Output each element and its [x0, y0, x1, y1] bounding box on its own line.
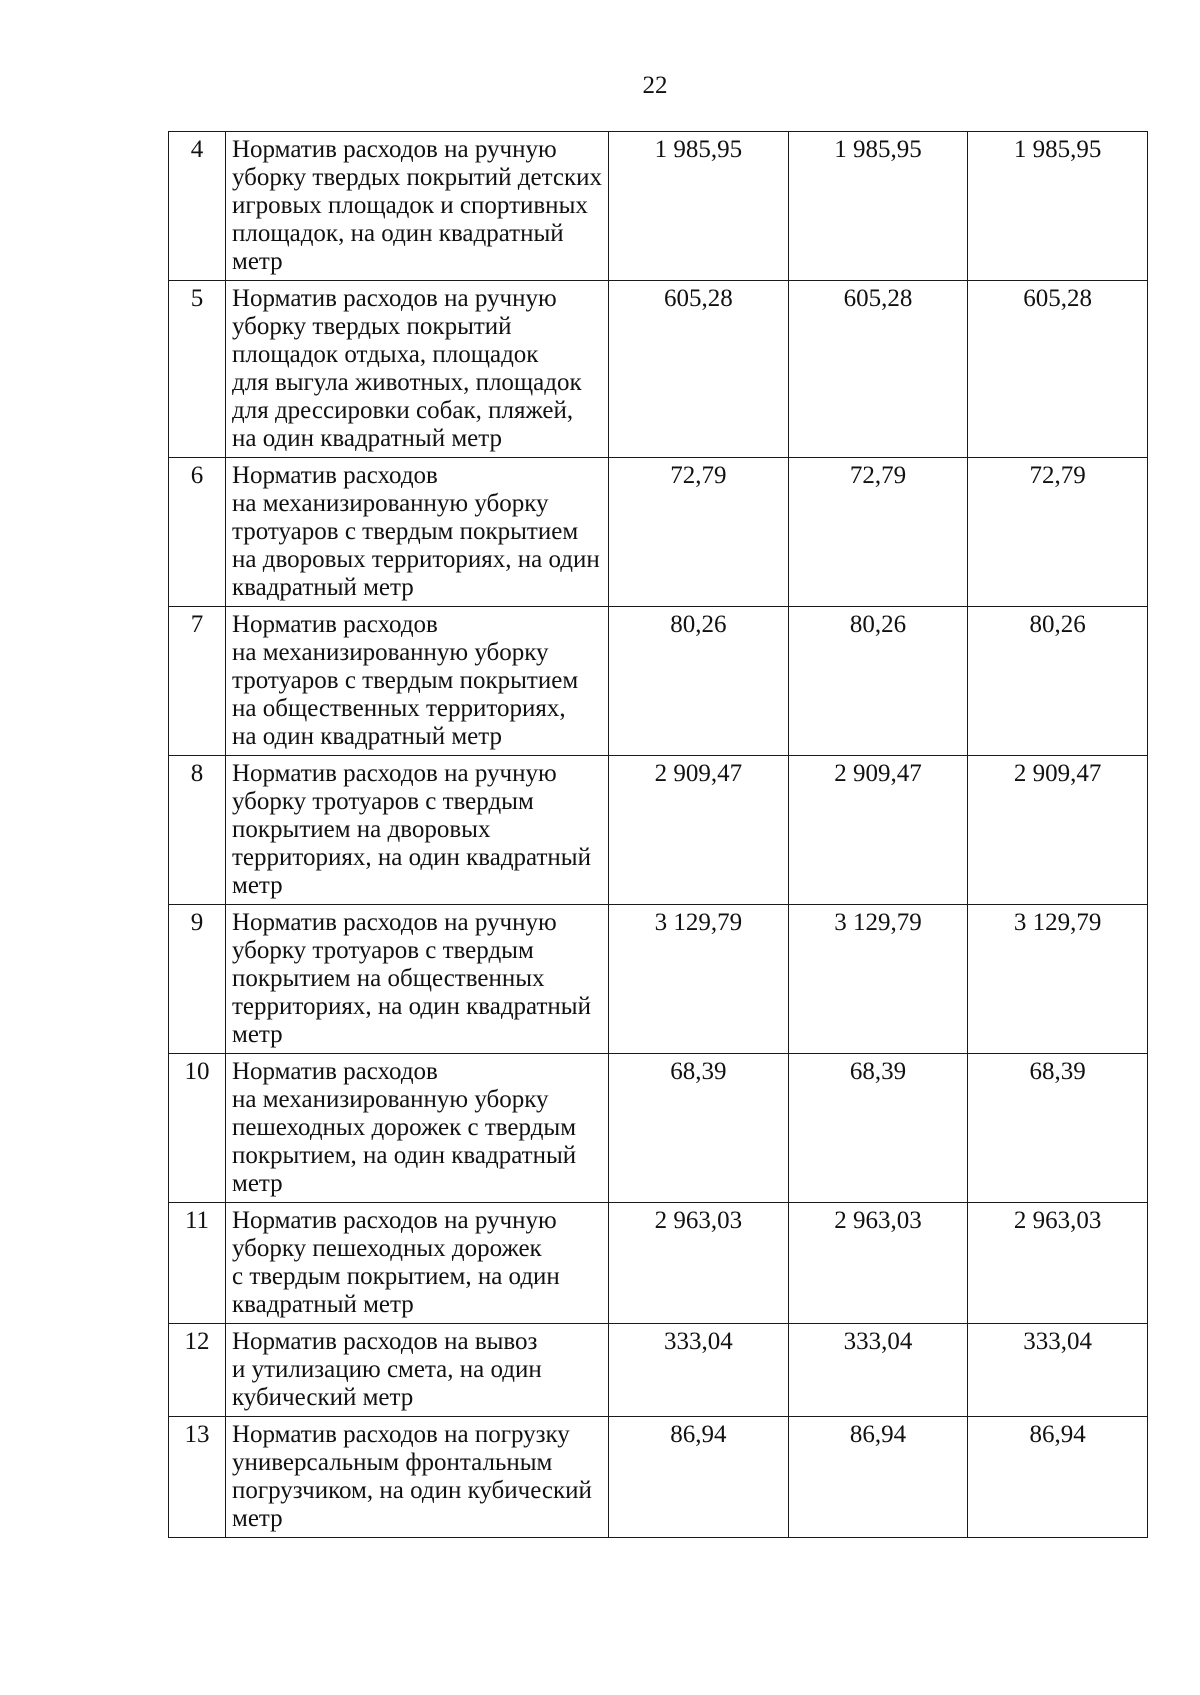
- description-line: квадратный метр: [232, 574, 414, 601]
- row-value-1: 80,26: [609, 607, 789, 756]
- table-row: [169, 281, 1148, 458]
- row-value-2: 86,94: [788, 1417, 968, 1538]
- table-row: [169, 756, 1148, 905]
- row-value-2: 68,39: [788, 1054, 968, 1203]
- description-line: метр: [232, 1505, 283, 1532]
- description-line: покрытием, на один квадратный: [232, 1142, 577, 1169]
- row-description: [226, 458, 609, 607]
- row-number: 5: [169, 281, 226, 458]
- description-line: на один квадратный метр: [232, 425, 502, 452]
- description-line: территориях, на один квадратный: [232, 993, 591, 1020]
- row-description: [226, 756, 609, 905]
- row-value-3: 2 909,47: [968, 756, 1148, 905]
- description-line: покрытием на дворовых: [232, 816, 491, 843]
- row-description: [226, 1417, 609, 1538]
- description-line: тротуаров с твердым покрытием: [232, 667, 579, 694]
- row-value-3: 80,26: [968, 607, 1148, 756]
- row-value-2: 72,79: [788, 458, 968, 607]
- description-line: Норматив расходов: [232, 1058, 438, 1085]
- description-line: на механизированную уборку: [232, 1086, 549, 1113]
- description-line: универсальным фронтальным: [232, 1449, 553, 1476]
- row-value-3: 333,04: [968, 1324, 1148, 1417]
- description-line: погрузчиком, на один кубический: [232, 1477, 592, 1504]
- description-line: Норматив расходов: [232, 611, 438, 638]
- description-line: Норматив расходов на ручную: [232, 285, 557, 312]
- description-line: на один квадратный метр: [232, 723, 502, 750]
- row-number: 8: [169, 756, 226, 905]
- row-value-1: 1 985,95: [609, 132, 789, 281]
- row-value-2: 2 909,47: [788, 756, 968, 905]
- row-number: 7: [169, 607, 226, 756]
- description-line: территориях, на один квадратный: [232, 844, 591, 871]
- description-line: Норматив расходов на вывоз: [232, 1328, 538, 1355]
- row-value-1: 2 963,03: [609, 1203, 789, 1324]
- row-number: 12: [169, 1324, 226, 1417]
- description-line: пешеходных дорожек с твердым: [232, 1114, 577, 1141]
- row-number: 11: [169, 1203, 226, 1324]
- description-line: тротуаров с твердым покрытием: [232, 518, 579, 545]
- row-value-2: 605,28: [788, 281, 968, 458]
- description-line: уборку твердых покрытий: [232, 313, 512, 340]
- row-value-2: 80,26: [788, 607, 968, 756]
- description-line: площадок отдыха, площадок: [232, 341, 539, 368]
- description-line: Норматив расходов на ручную: [232, 136, 557, 163]
- row-value-3: 68,39: [968, 1054, 1148, 1203]
- table-row: [169, 1054, 1148, 1203]
- row-value-2: 1 985,95: [788, 132, 968, 281]
- row-value-2: 333,04: [788, 1324, 968, 1417]
- description-line: Норматив расходов: [232, 462, 438, 489]
- row-description: [226, 607, 609, 756]
- row-description: [226, 905, 609, 1054]
- table-row: [169, 132, 1148, 281]
- table-row: [169, 1324, 1148, 1417]
- description-line: метр: [232, 248, 283, 275]
- description-line: Норматив расходов на погрузку: [232, 1421, 570, 1448]
- description-line: уборку твердых покрытий детских: [232, 164, 602, 191]
- description-line: на механизированную уборку: [232, 490, 549, 517]
- row-number: 4: [169, 132, 226, 281]
- description-line: площадок, на один квадратный: [232, 220, 564, 247]
- description-line: игровых площадок и спортивных: [232, 192, 588, 219]
- norms-table-body: [169, 132, 1148, 1538]
- description-line: Норматив расходов на ручную: [232, 760, 557, 787]
- row-value-1: 333,04: [609, 1324, 789, 1417]
- description-line: квадратный метр: [232, 1291, 414, 1318]
- description-line: для выгула животных, площадок: [232, 369, 582, 396]
- description-line: на дворовых территориях, на один: [232, 546, 600, 573]
- row-description: [226, 1054, 609, 1203]
- row-value-3: 2 963,03: [968, 1203, 1148, 1324]
- norms-table: [168, 131, 1148, 1538]
- table-row: [169, 458, 1148, 607]
- description-line: уборку тротуаров с твердым: [232, 788, 534, 815]
- row-value-1: 2 909,47: [609, 756, 789, 905]
- description-line: Норматив расходов на ручную: [232, 909, 557, 936]
- description-line: уборку пешеходных дорожек: [232, 1235, 542, 1262]
- row-value-1: 3 129,79: [609, 905, 789, 1054]
- row-description: [226, 1324, 609, 1417]
- row-description: [226, 281, 609, 458]
- table-row: [169, 607, 1148, 756]
- row-value-1: 72,79: [609, 458, 789, 607]
- page-number: 22: [642, 72, 668, 99]
- description-line: для дрессировки собак, пляжей,: [232, 397, 574, 424]
- description-line: и утилизацию смета, на один: [232, 1356, 542, 1383]
- description-line: уборку тротуаров с твердым: [232, 937, 534, 964]
- description-line: метр: [232, 872, 283, 899]
- row-value-2: 2 963,03: [788, 1203, 968, 1324]
- row-number: 13: [169, 1417, 226, 1538]
- row-value-1: 605,28: [609, 281, 789, 458]
- row-description: [226, 132, 609, 281]
- row-number: 9: [169, 905, 226, 1054]
- row-value-1: 68,39: [609, 1054, 789, 1203]
- row-value-3: 72,79: [968, 458, 1148, 607]
- description-line: кубический метр: [232, 1384, 414, 1411]
- row-value-1: 86,94: [609, 1417, 789, 1538]
- description-line: метр: [232, 1170, 283, 1197]
- row-value-2: 3 129,79: [788, 905, 968, 1054]
- description-line: метр: [232, 1021, 283, 1048]
- row-value-3: 605,28: [968, 281, 1148, 458]
- row-number: 6: [169, 458, 226, 607]
- row-value-3: 86,94: [968, 1417, 1148, 1538]
- row-number: 10: [169, 1054, 226, 1203]
- description-line: на механизированную уборку: [232, 639, 549, 666]
- table-row: [169, 1417, 1148, 1538]
- description-line: на общественных территориях,: [232, 695, 566, 722]
- table-row: [169, 1203, 1148, 1324]
- table-row: [169, 905, 1148, 1054]
- description-line: Норматив расходов на ручную: [232, 1207, 557, 1234]
- description-line: с твердым покрытием, на один: [232, 1263, 560, 1290]
- row-value-3: 1 985,95: [968, 132, 1148, 281]
- row-value-3: 3 129,79: [968, 905, 1148, 1054]
- row-description: [226, 1203, 609, 1324]
- description-line: покрытием на общественных: [232, 965, 545, 992]
